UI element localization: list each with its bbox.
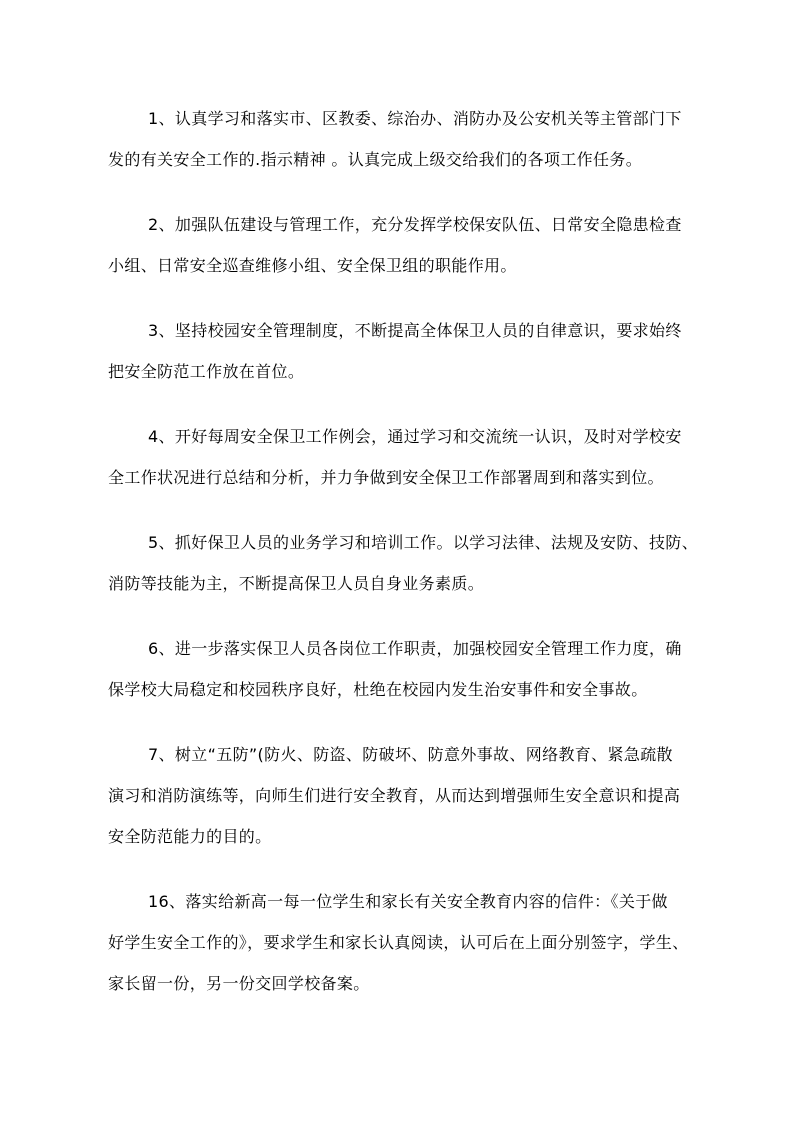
paragraph-line: 1、认真学习和落实市、区教委、综治办、消防办及公安机关等主管部门下	[148, 109, 682, 128]
paragraph-line: 5、抓好保卫人员的业务学习和培训工作。以学习法律、法规及安防、技防、	[148, 533, 699, 552]
paragraph-line: 3、坚持校园安全管理制度，不断提高全体保卫人员的自律意识，要求始终	[148, 321, 682, 340]
paragraph-line: 把安全防范工作放在首位。	[108, 362, 305, 381]
paragraph-line: 好学生安全工作的》，要求学生和家长认真阅读，认可后在上面分别签字，学生、	[108, 933, 689, 952]
document-body	[108, 98, 699, 1028]
paragraph-line: 全工作状况进行总结和分析，并力争做到安全保卫工作部署周到和落实到位。	[108, 468, 664, 487]
paragraph-line: 6、进一步落实保卫人员各岗位工作职责，加强校园安全管理工作力度，确	[148, 639, 682, 658]
paragraph-line: 小组、日常安全巡查维修小组、安全保卫组的职能作用。	[108, 256, 517, 275]
paragraph-line: 消防等技能为主，不断提高保卫人员自身业务素质。	[108, 574, 485, 593]
paragraph-line: 4、开好每周安全保卫工作例会，通过学习和交流统一认识，及时对学校安	[148, 427, 682, 446]
paragraph-2	[108, 204, 686, 286]
paragraph-8	[108, 881, 689, 1004]
paragraph-1	[108, 98, 686, 180]
paragraph-line: 7、树立“五防”(防火、防盗、防破坏、防意外事故、网络教育、紧急疏散	[148, 745, 673, 764]
paragraph-line: 安全防范能力的目的。	[108, 827, 272, 846]
paragraph-6	[108, 628, 686, 710]
paragraph-line: 发的有关安全工作的.指示精神 。认真完成上级交给我们的各项工作任务。	[108, 150, 643, 169]
paragraph-5	[108, 522, 699, 604]
paragraph-3	[108, 310, 686, 392]
paragraph-line: 16、落实给新高一每一位学生和家长有关安全教育内容的信件：《关于做	[148, 892, 668, 911]
paragraph-7	[108, 734, 686, 857]
paragraph-4	[108, 416, 686, 498]
paragraph-line: 家长留一份，另一份交回学校备案。	[108, 974, 370, 993]
paragraph-line: 2、加强队伍建设与管理工作，充分发挥学校保安队伍、日常安全隐患检查	[148, 215, 682, 234]
paragraph-line: 保学校大局稳定和校园秩序良好，杜绝在校园内发生治安事件和安全事故。	[108, 680, 648, 699]
paragraph-line: 演习和消防演练等，向师生们进行安全教育，从而达到增强师生安全意识和提高	[108, 786, 681, 805]
